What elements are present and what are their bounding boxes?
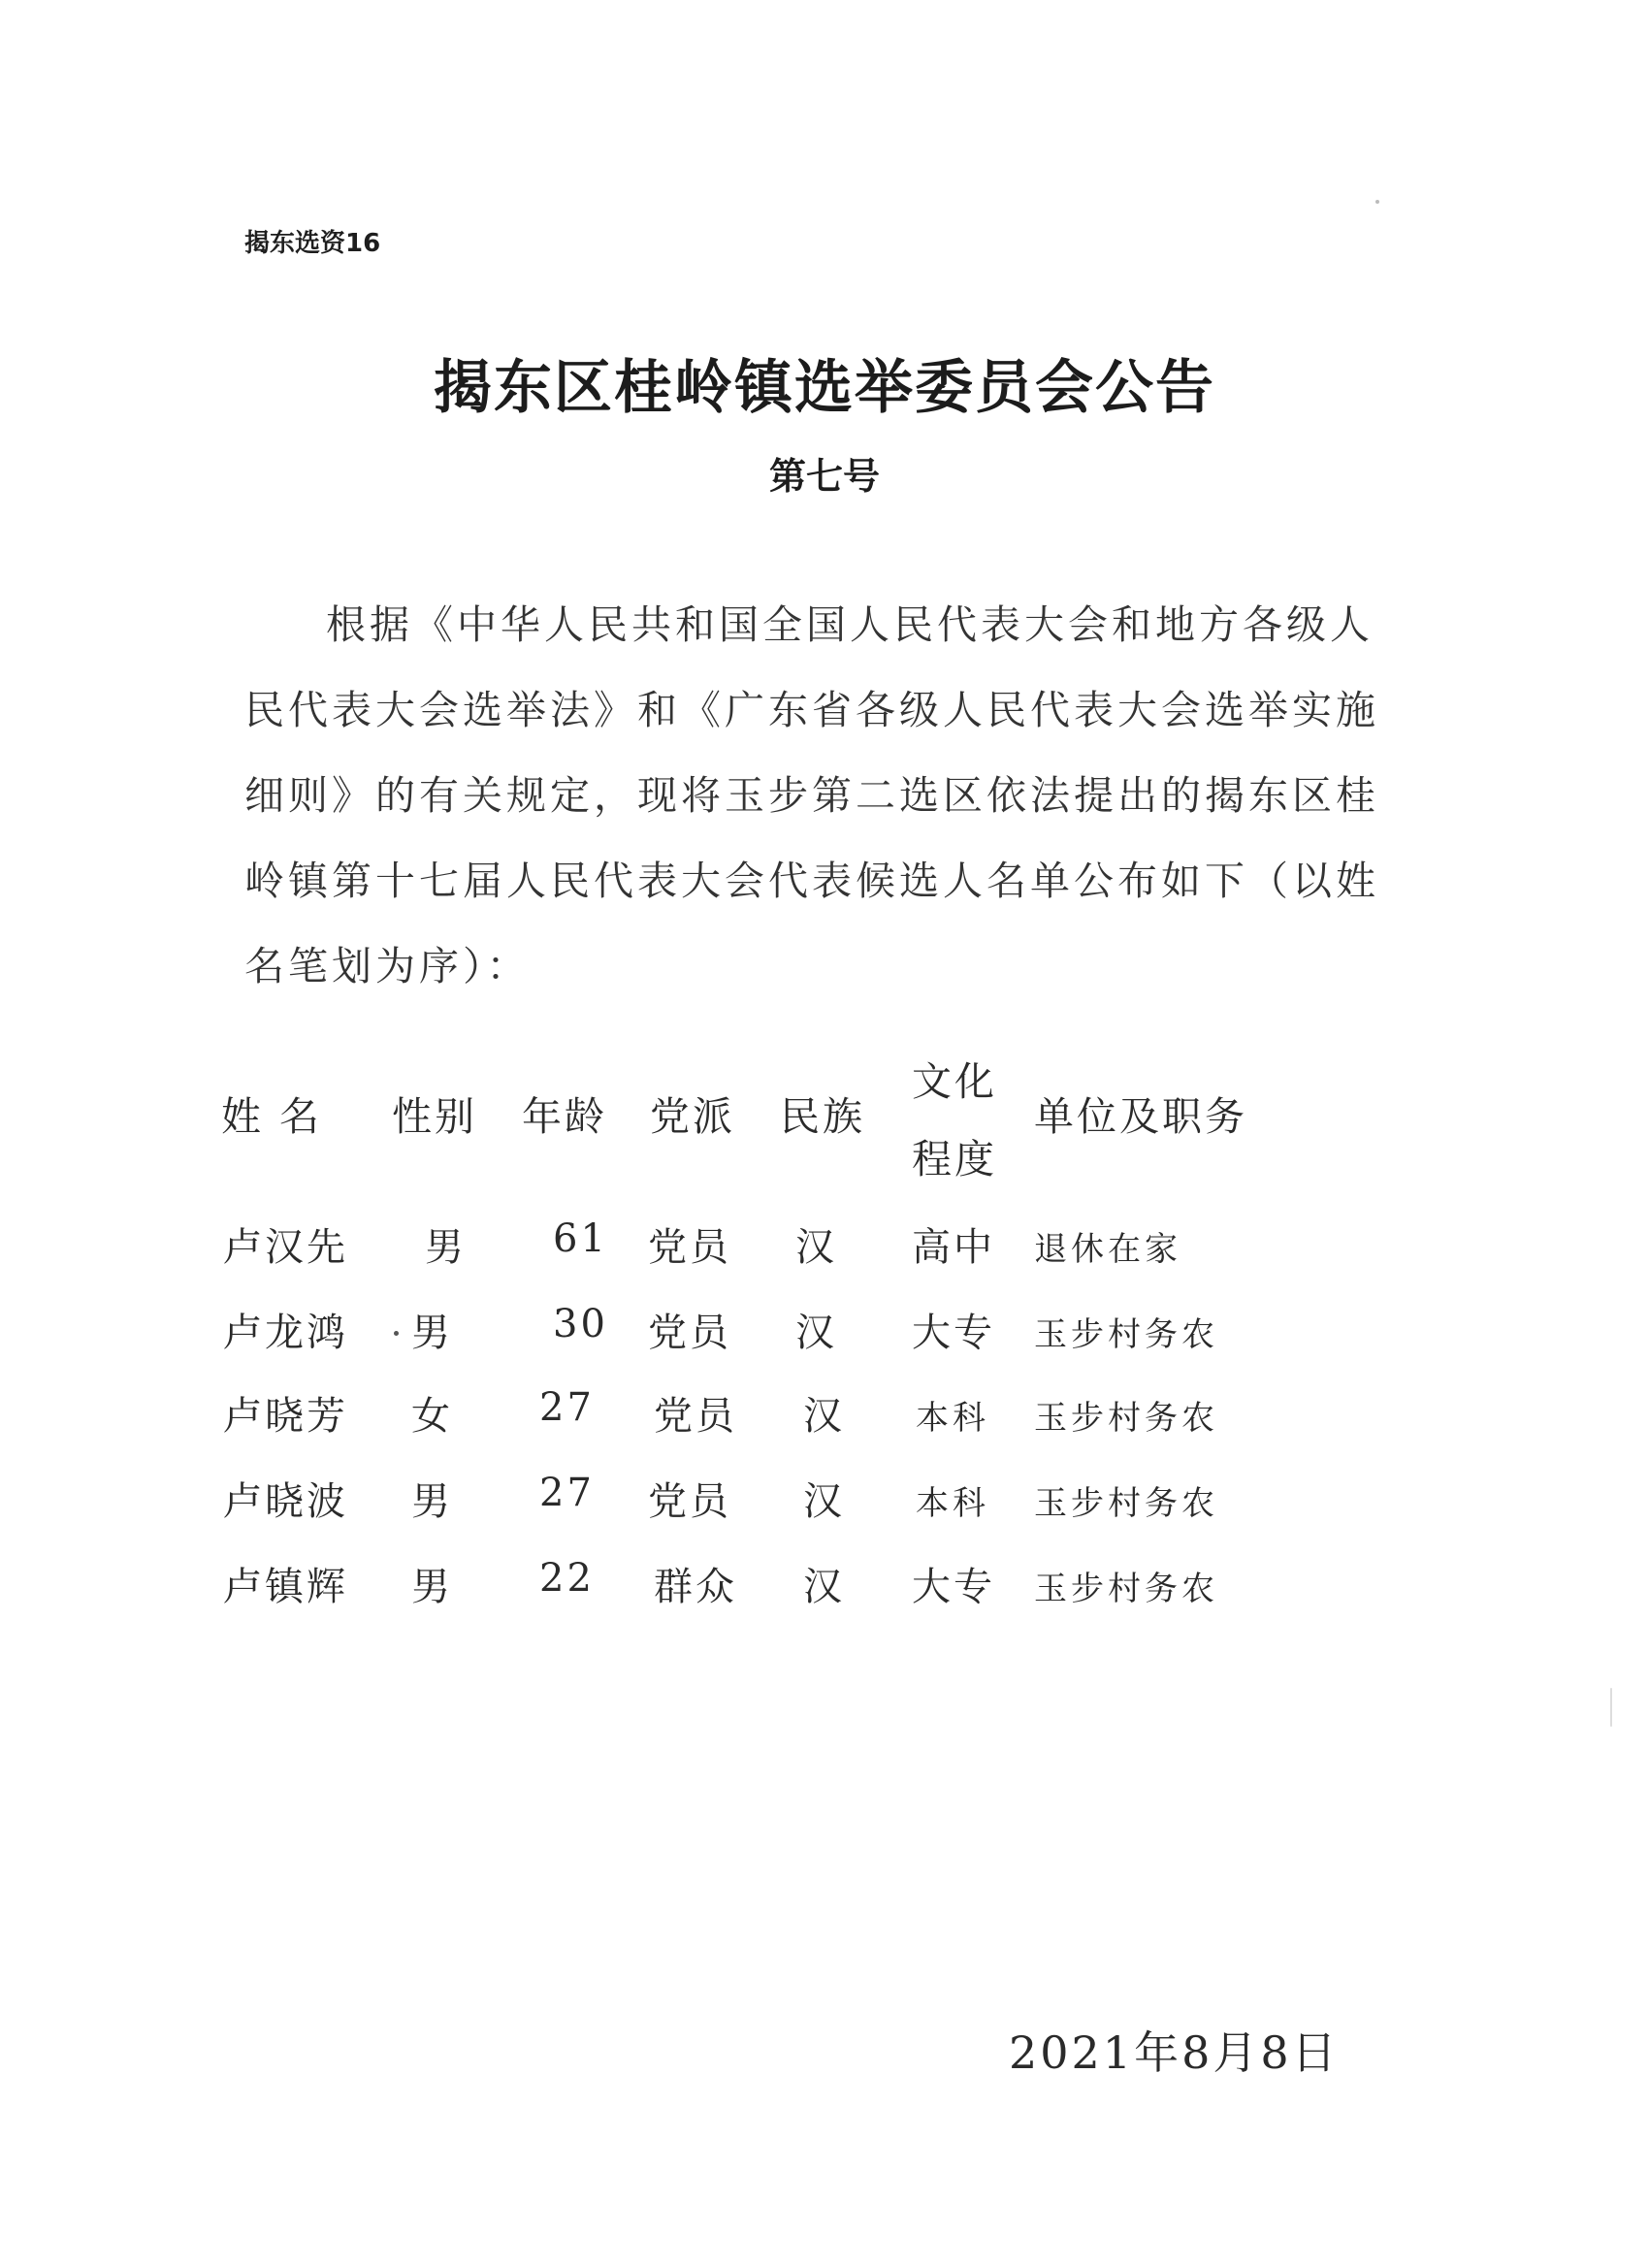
row2-name: 卢龙鸿 [223, 1311, 348, 1355]
stray-dot [394, 1331, 399, 1336]
header-ethnicity: 民族 [780, 1093, 865, 1140]
row3-party: 党员 [654, 1394, 737, 1439]
header-age: 年龄 [522, 1093, 607, 1140]
row5-education: 大专 [912, 1565, 995, 1609]
row4-ethnicity: 汉 [803, 1479, 845, 1524]
page-title: 揭东区桂岭镇选举委员会公告 [434, 354, 1215, 422]
row4-education: 本科 [916, 1484, 989, 1523]
header-education-line1: 文化 [912, 1058, 997, 1105]
scan-speck [1375, 200, 1379, 204]
header-gender: 性别 [392, 1093, 477, 1140]
row5-gender: 男 [411, 1565, 453, 1609]
header-education-line2: 程度 [912, 1136, 997, 1183]
row1-name: 卢汉先 [223, 1225, 348, 1270]
announcement-body [244, 582, 1379, 1009]
row5-party: 群众 [654, 1565, 737, 1609]
row5-position: 玉步村务农 [1034, 1570, 1218, 1608]
body-line: 根据《中华人民共和国全国人民代表大会和地方各级人 [326, 601, 1374, 648]
row3-position: 玉步村务农 [1034, 1399, 1218, 1438]
announcement-number: 第七号 [768, 455, 880, 498]
row4-party: 党员 [648, 1479, 731, 1524]
body-line: 名笔划为序）： [244, 943, 531, 989]
body-line: 岭镇第十七届人民代表大会代表候选人名单公布如下（以姓 [244, 858, 1379, 904]
scan-edge-mark [1610, 1688, 1612, 1727]
row1-gender: 男 [425, 1225, 467, 1270]
body-line: 细则》的有关规定，现将玉步第二选区依法提出的揭东区桂 [244, 772, 1379, 819]
row2-gender: 男 [411, 1311, 453, 1355]
row2-party: 党员 [648, 1311, 731, 1355]
header-position: 单位及职务 [1034, 1093, 1247, 1140]
row2-age: 30 [553, 1302, 608, 1346]
row1-position: 退休在家 [1034, 1230, 1181, 1269]
row1-age: 61 [553, 1216, 608, 1261]
row5-name: 卢镇辉 [223, 1565, 348, 1609]
row4-gender: 男 [411, 1479, 453, 1524]
announcement-date: 2021年8月8日 [1009, 2026, 1340, 2079]
row1-party: 党员 [648, 1225, 731, 1270]
header-party: 党派 [650, 1093, 735, 1140]
row3-name: 卢晓芳 [223, 1394, 348, 1439]
row4-name: 卢晓波 [223, 1479, 348, 1524]
row5-age: 22 [539, 1556, 595, 1601]
row2-position: 玉步村务农 [1034, 1315, 1218, 1354]
body-line: 民代表大会选举法》和《广东省各级人民代表大会选举实施 [244, 687, 1379, 733]
row2-education: 大专 [912, 1311, 995, 1355]
document-code: 揭东选资16 [244, 229, 381, 258]
row1-education: 高中 [912, 1225, 995, 1270]
row4-position: 玉步村务农 [1034, 1484, 1218, 1523]
row3-ethnicity: 汉 [803, 1394, 845, 1439]
row2-ethnicity: 汉 [795, 1311, 837, 1355]
row3-age: 27 [539, 1385, 595, 1430]
row1-ethnicity: 汉 [795, 1225, 837, 1270]
header-name: 姓 名 [221, 1093, 323, 1140]
row4-age: 27 [539, 1471, 595, 1515]
row3-gender: 女 [411, 1394, 453, 1439]
row5-ethnicity: 汉 [803, 1565, 845, 1609]
row3-education: 本科 [916, 1399, 989, 1438]
